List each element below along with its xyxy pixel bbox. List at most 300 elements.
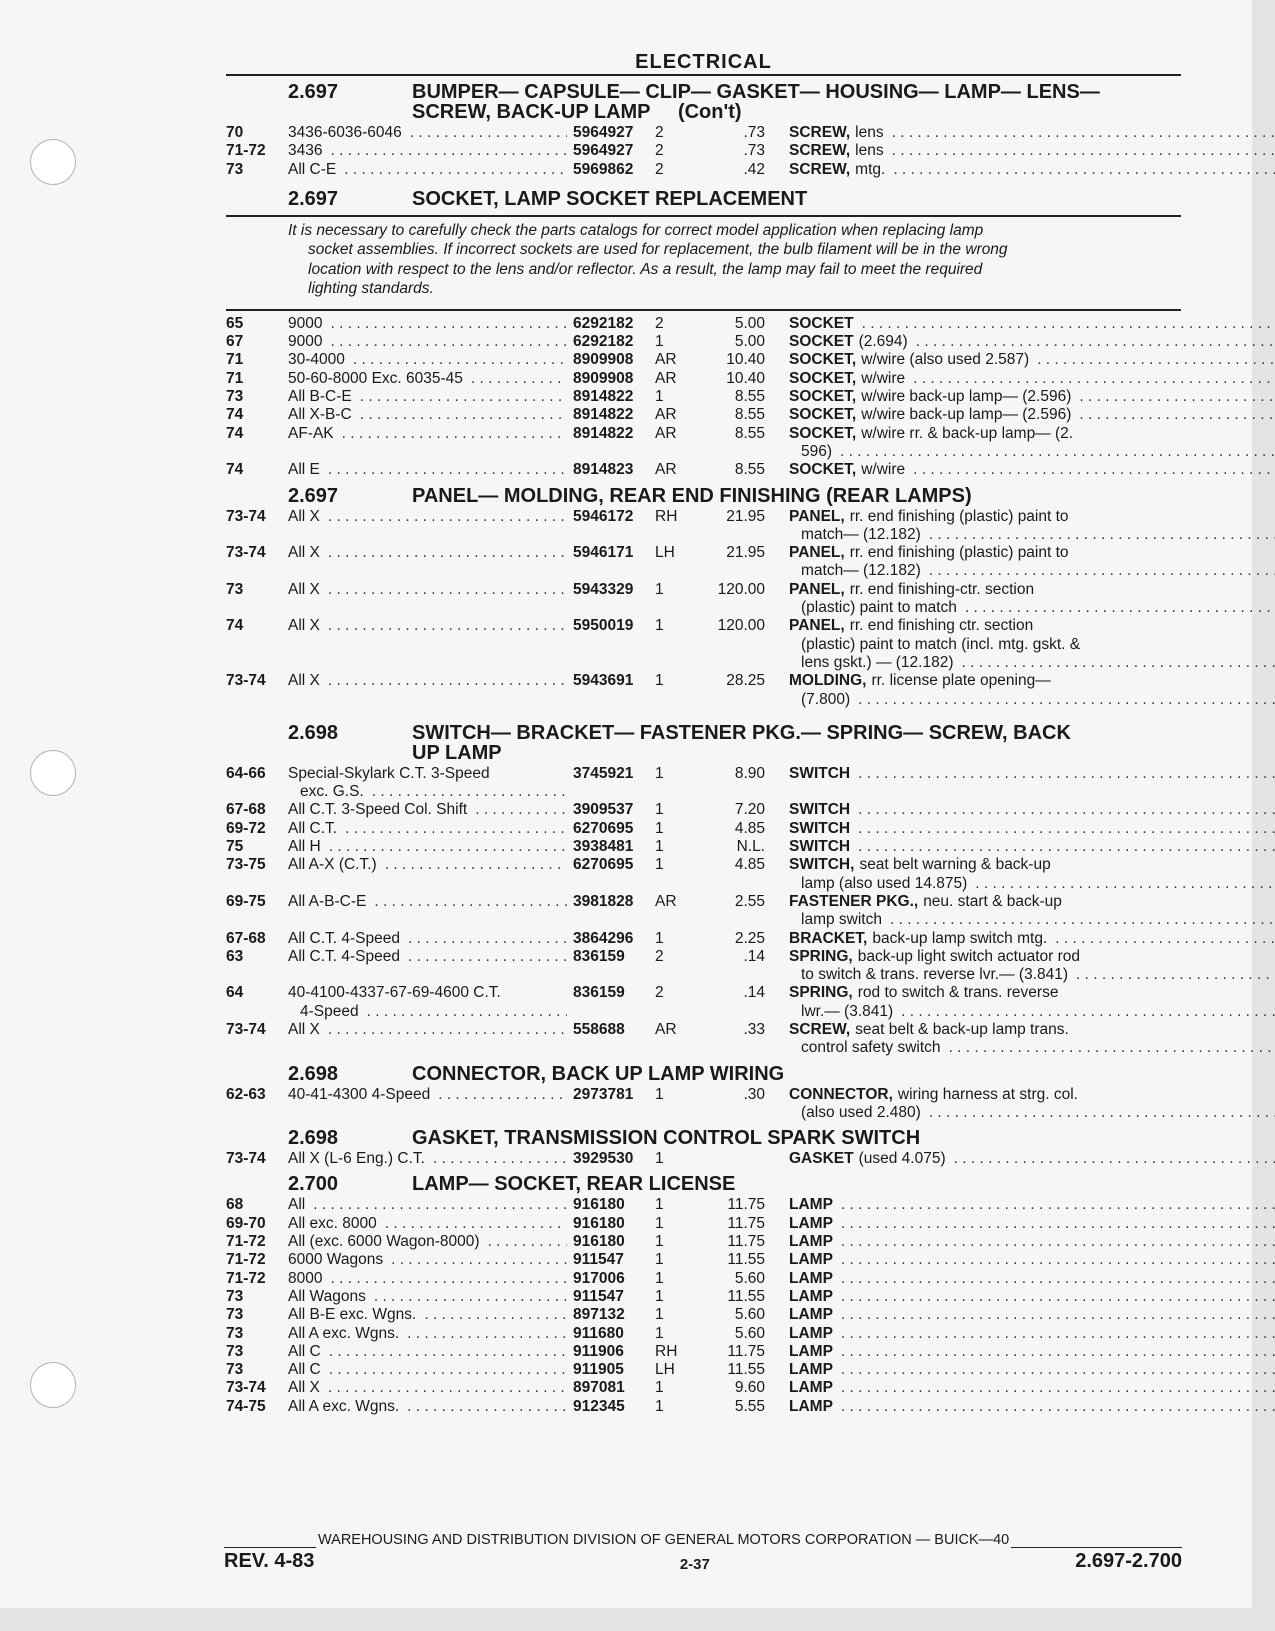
- part-number-cell: 3745921: [573, 764, 634, 782]
- description-cell: [789, 1288, 1275, 1306]
- model-cell: [288, 388, 573, 406]
- description-line: [789, 930, 1275, 948]
- quantity-cell: AR: [655, 406, 677, 424]
- table-row: [226, 1086, 1181, 1123]
- model-line: [288, 351, 573, 369]
- table-row: [226, 1379, 1181, 1397]
- price-cell: 4.85: [734, 856, 765, 874]
- model-line: [288, 1361, 573, 1379]
- year-cell: 63: [226, 947, 244, 965]
- quantity-cell: RH: [655, 507, 678, 525]
- description-line: [789, 1306, 1275, 1324]
- description-cell: [789, 508, 1275, 545]
- table-row: [226, 581, 1181, 618]
- description-line: [789, 1196, 1275, 1214]
- part-number-cell: 8914822: [573, 406, 634, 424]
- table-row: [226, 1361, 1181, 1379]
- quantity-cell: AR: [655, 1020, 677, 1038]
- table-row: [226, 388, 1181, 406]
- description-cell: [789, 838, 1275, 856]
- description-text: mtg.: [855, 160, 886, 178]
- model-text: 50-60-8000 Exc. 6035-45: [288, 369, 463, 387]
- description-line: [789, 893, 1275, 911]
- description-line: [789, 333, 1275, 351]
- description-text: wiring harness at strg. col.: [897, 1085, 1078, 1103]
- description-line: [789, 1379, 1275, 1397]
- part-name: PANEL,: [789, 617, 845, 635]
- part-name: SCREW,: [789, 160, 851, 178]
- leader-dots: [360, 388, 567, 406]
- year-cell: 71-72: [226, 1251, 266, 1269]
- leader-dots: [475, 801, 567, 819]
- model-line: [288, 820, 573, 838]
- quantity-cell: AR: [655, 424, 677, 442]
- price-cell: 11.55: [727, 1287, 765, 1305]
- table-row: [226, 1150, 1181, 1168]
- description-cell: [789, 425, 1275, 462]
- price-cell: 11.55: [727, 1361, 765, 1379]
- quantity-cell: 1: [655, 1397, 664, 1415]
- year-cell: 71-72: [226, 1269, 266, 1287]
- leader-dots: [858, 820, 1275, 838]
- model-line: [288, 544, 573, 562]
- model-text: All B-C-E: [288, 388, 352, 406]
- section-number: 2.698: [288, 1127, 339, 1150]
- part-number-cell: 2973781: [573, 1085, 634, 1103]
- description-text: w/wire back-up lamp— (2.596): [861, 406, 1072, 424]
- quantity-cell: 1: [655, 1214, 664, 1232]
- year-cell: 73-75: [226, 856, 266, 874]
- part-name: SOCKET,: [789, 388, 857, 406]
- model-text: All X: [288, 617, 320, 635]
- description-line: [789, 1039, 1275, 1057]
- table-row: [226, 351, 1181, 369]
- description-cell: [789, 765, 1275, 802]
- model-line: [288, 1343, 573, 1361]
- price-cell: 11.75: [727, 1214, 765, 1232]
- leader-dots: [954, 1150, 1275, 1168]
- description-text: 596): [801, 442, 833, 460]
- description-cell: [789, 461, 1275, 479]
- part-number-cell: 912345: [573, 1397, 625, 1415]
- leader-dots: [471, 370, 567, 388]
- year-cell: 71: [226, 369, 244, 387]
- model-cell: [288, 1021, 573, 1058]
- description-line: [789, 443, 1275, 461]
- model-cell: [288, 124, 573, 142]
- model-cell: [288, 820, 573, 838]
- price-cell: 11.75: [727, 1196, 765, 1214]
- leader-dots: [913, 370, 1275, 388]
- model-cell: [288, 984, 573, 1021]
- quantity-cell: 1: [655, 1085, 664, 1103]
- part-name: SPRING,: [789, 984, 853, 1002]
- model-text: 8000: [288, 1269, 323, 1287]
- year-cell: 73-74: [226, 1379, 266, 1397]
- model-text: exc. G.S.: [300, 783, 364, 801]
- price-cell: 8.55: [734, 424, 765, 442]
- model-cell: [288, 581, 573, 618]
- section-title-line: UP LAMP: [412, 741, 502, 764]
- part-name: PANEL,: [789, 507, 845, 525]
- description-line: [789, 124, 1275, 142]
- description-cell: [789, 370, 1275, 388]
- section-number: 2.697: [288, 484, 339, 507]
- leader-dots: [841, 1196, 1275, 1214]
- description-cell: [789, 893, 1275, 930]
- footer-division: WAREHOUSING AND DISTRIBUTION DIVISION OF GENERAL MOTORS CORPORATION — BUICK—40: [318, 1532, 1010, 1548]
- leader-dots: [929, 526, 1275, 544]
- model-cell: [288, 1306, 573, 1324]
- description-text: lamp (also used 14.875): [801, 874, 968, 892]
- year-cell: 73-74: [226, 1020, 266, 1038]
- table-row: [226, 838, 1181, 856]
- footer-range: 2.697-2.700: [1075, 1550, 1182, 1572]
- section-title-line: SCREW, BACK-UP LAMP (Con't): [412, 101, 742, 123]
- price-cell: N.L.: [736, 838, 765, 856]
- model-line: [288, 783, 573, 801]
- description-text: lens gskt.) — (12.182): [801, 653, 954, 671]
- description-text: lens: [855, 124, 884, 141]
- section-number: 2.697: [288, 81, 339, 103]
- model-text: 40-4100-4337-67-69-4600 C.T.: [288, 984, 501, 1002]
- price-cell: 5.55: [734, 1397, 765, 1415]
- description-cell: [789, 1233, 1275, 1251]
- description-cell: [789, 315, 1275, 333]
- quantity-cell: AR: [655, 351, 677, 369]
- model-text: 40-41-4300 4-Speed: [288, 1085, 431, 1103]
- description-line: [789, 581, 1275, 599]
- model-cell: [288, 801, 573, 819]
- model-text: All A exc. Wgns.: [288, 1397, 400, 1415]
- leader-dots: [372, 783, 567, 801]
- section-number: 2.697: [288, 187, 339, 210]
- model-line: [288, 672, 573, 690]
- price-cell: 4.85: [734, 819, 765, 837]
- model-cell: [288, 333, 573, 351]
- model-cell: [288, 425, 573, 462]
- description-text: (also used 2.480): [801, 1103, 921, 1121]
- parts-table: [226, 1196, 1181, 1416]
- leader-dots: [892, 142, 1275, 160]
- model-text: All X: [288, 1379, 320, 1397]
- description-cell: [789, 820, 1275, 838]
- part-name: LAMP: [789, 1214, 833, 1232]
- leader-dots: [329, 1361, 567, 1379]
- part-name: SCREW,: [789, 1020, 851, 1038]
- description-line: [789, 1021, 1275, 1039]
- leader-dots: [367, 1003, 567, 1021]
- model-line: [288, 1150, 573, 1168]
- model-line: [288, 161, 573, 179]
- price-cell: 21.95: [726, 507, 765, 525]
- leader-dots: [410, 124, 567, 142]
- part-number-cell: 897081: [573, 1379, 625, 1397]
- model-text: All C: [288, 1342, 321, 1360]
- year-cell: 68: [226, 1196, 244, 1214]
- year-cell: 67-68: [226, 929, 266, 947]
- model-line: [288, 765, 573, 783]
- quantity-cell: 2: [655, 142, 664, 160]
- model-cell: [288, 856, 573, 893]
- leader-dots: [342, 425, 567, 443]
- model-text: All Wagons: [288, 1287, 366, 1305]
- part-number-cell: 836159: [573, 984, 625, 1002]
- leader-dots: [841, 1361, 1275, 1379]
- model-text: All A-B-C-E: [288, 892, 367, 910]
- parts-table: [226, 765, 1181, 1058]
- leader-dots: [330, 142, 567, 160]
- model-cell: [288, 370, 573, 388]
- year-cell: 73-74: [226, 507, 266, 525]
- leader-dots: [407, 1398, 567, 1416]
- model-line: [288, 1003, 573, 1021]
- part-name: LAMP: [789, 1269, 833, 1287]
- description-text: rod to switch & trans. reverse: [857, 984, 1059, 1002]
- price-cell: 5.60: [734, 1269, 765, 1287]
- year-cell: 73-74: [226, 1150, 266, 1168]
- note-line: socket assemblies. If incorrect sockets are used for replacement, the bulb filament will be in the wrong: [308, 241, 1008, 259]
- section-title-line: SWITCH— BRACKET— FASTENER PKG.— SPRING— SCREW, BACK: [412, 721, 1071, 744]
- model-text: 9000: [288, 314, 323, 332]
- part-name: SWITCH: [789, 801, 851, 819]
- description-cell: [789, 333, 1275, 351]
- year-cell: 73: [226, 388, 244, 406]
- price-cell: 2.55: [734, 892, 765, 910]
- leader-dots: [841, 1343, 1275, 1361]
- section-header: [226, 1174, 1181, 1194]
- part-name: SPRING,: [789, 947, 853, 965]
- description-cell: [789, 1325, 1275, 1343]
- part-number-cell: 8914822: [573, 388, 634, 406]
- part-number-cell: 917006: [573, 1269, 625, 1287]
- quantity-cell: 1: [655, 617, 664, 635]
- model-text: All H: [288, 838, 321, 856]
- year-cell: 73: [226, 1306, 244, 1324]
- model-line: [288, 1270, 573, 1288]
- leader-dots: [862, 315, 1275, 333]
- model-line: [288, 984, 573, 1002]
- description-line: [789, 801, 1275, 819]
- quantity-cell: 1: [655, 388, 664, 406]
- part-number-cell: 3938481: [573, 838, 634, 856]
- year-cell: 74: [226, 461, 244, 479]
- model-line: [288, 124, 573, 142]
- footer-page-number: 2-37: [679, 1556, 710, 1573]
- description-line: [789, 820, 1275, 838]
- description-text: rr. end finishing (plastic) paint to: [849, 507, 1069, 525]
- price-cell: .33: [743, 1020, 765, 1038]
- price-cell: 2.25: [734, 929, 765, 947]
- description-cell: [789, 142, 1275, 160]
- leader-dots: [408, 930, 567, 948]
- year-cell: 74: [226, 424, 244, 442]
- year-cell: 67-68: [226, 801, 266, 819]
- binder-hole: [30, 750, 76, 796]
- part-name: SOCKET,: [789, 424, 857, 442]
- leader-dots: [890, 911, 1275, 929]
- table-rule: [226, 309, 1181, 311]
- leader-dots: [329, 1343, 567, 1361]
- table-row: [226, 1233, 1181, 1251]
- description-line: [789, 1398, 1275, 1416]
- leader-dots: [407, 1325, 567, 1343]
- quantity-cell: 1: [655, 1379, 664, 1397]
- part-name: PANEL,: [789, 544, 845, 562]
- quantity-cell: 1: [655, 764, 664, 782]
- leader-dots: [313, 1196, 567, 1214]
- leader-dots: [328, 508, 567, 526]
- model-cell: [288, 893, 573, 930]
- description-text: w/wire (also used 2.587): [861, 351, 1030, 369]
- model-line: [288, 948, 573, 966]
- description-text: neu. start & back-up: [923, 892, 1062, 910]
- model-line: [288, 581, 573, 599]
- table-row: [226, 333, 1181, 351]
- description-text: w/wire back-up lamp— (2.596): [861, 388, 1072, 406]
- part-name: SCREW,: [789, 124, 851, 141]
- price-cell: .30: [743, 1085, 765, 1103]
- part-name: SCREW,: [789, 142, 851, 160]
- description-text: (7.800): [801, 690, 851, 708]
- part-number-cell: 916180: [573, 1214, 625, 1232]
- quantity-cell: 2: [655, 947, 664, 965]
- page-title: ELECTRICAL: [635, 51, 772, 73]
- leader-dots: [360, 406, 567, 424]
- year-cell: 71: [226, 351, 244, 369]
- quantity-cell: AR: [655, 461, 677, 479]
- part-name: LAMP: [789, 1397, 833, 1415]
- year-cell: 73: [226, 580, 244, 598]
- table-row: [226, 820, 1181, 838]
- table-row: [226, 1215, 1181, 1233]
- description-line: [789, 1233, 1275, 1251]
- model-line: [288, 838, 573, 856]
- part-name: LAMP: [789, 1361, 833, 1379]
- table-row: [226, 142, 1181, 160]
- part-number-cell: 8909908: [573, 369, 634, 387]
- part-number-cell: 911547: [573, 1251, 624, 1269]
- model-cell: [288, 161, 573, 179]
- model-text: AF-AK: [288, 424, 334, 442]
- section-header: [226, 189, 1181, 209]
- part-number-cell: 8914823: [573, 461, 634, 479]
- part-number-cell: 6270695: [573, 819, 634, 837]
- description-cell: [789, 1361, 1275, 1379]
- description-cell: [789, 544, 1275, 581]
- leader-dots: [374, 893, 567, 911]
- description-text: rr. end finishing-ctr. section: [849, 580, 1035, 598]
- section-title: [412, 82, 1181, 122]
- model-cell: [288, 1086, 573, 1123]
- parts-table: [226, 124, 1181, 179]
- model-text: All C-E: [288, 160, 337, 178]
- description-cell: [789, 1306, 1275, 1324]
- description-line: [789, 911, 1275, 929]
- model-cell: [288, 838, 573, 856]
- model-text: All E: [288, 461, 320, 479]
- part-number-cell: 3909537: [573, 801, 634, 819]
- leader-dots: [328, 461, 567, 479]
- price-cell: 10.40: [726, 351, 765, 369]
- table-row: [226, 124, 1181, 142]
- part-name: PANEL,: [789, 580, 845, 598]
- description-text: match— (12.182): [801, 562, 921, 580]
- table-row: [226, 544, 1181, 581]
- description-line: [789, 1003, 1275, 1021]
- part-number-cell: 6270695: [573, 856, 634, 874]
- model-cell: [288, 617, 573, 672]
- part-number-cell: 5946172: [573, 507, 634, 525]
- year-cell: 65: [226, 314, 244, 332]
- model-text: All exc. 8000: [288, 1214, 377, 1232]
- part-number-cell: 836159: [573, 947, 625, 965]
- quantity-cell: 2: [655, 984, 664, 1002]
- leader-dots: [961, 654, 1275, 672]
- leader-dots: [841, 1270, 1275, 1288]
- binder-hole: [30, 139, 76, 185]
- year-cell: 73: [226, 1361, 244, 1379]
- part-number-cell: 3864296: [573, 929, 634, 947]
- leader-dots: [916, 333, 1275, 351]
- model-cell: [288, 1343, 573, 1361]
- model-text: All X: [288, 544, 320, 562]
- model-line: [288, 1398, 573, 1416]
- leader-dots: [841, 1398, 1275, 1416]
- year-cell: 71-72: [226, 142, 266, 160]
- year-cell: 73-74: [226, 544, 266, 562]
- year-cell: 64: [226, 984, 244, 1002]
- part-number-cell: 6292182: [573, 333, 634, 351]
- price-cell: 7.20: [734, 801, 765, 819]
- note-rule: [226, 215, 1181, 217]
- model-line: [288, 315, 573, 333]
- section-title: PANEL— MOLDING, REAR END FINISHING (REAR LAMPS): [412, 484, 972, 507]
- part-name: LAMP: [789, 1306, 833, 1324]
- table-row: [226, 984, 1181, 1021]
- description-text: (2.694): [858, 333, 908, 351]
- leader-dots: [858, 838, 1275, 856]
- model-line: [288, 801, 573, 819]
- table-row: [226, 672, 1181, 709]
- description-cell: [789, 856, 1275, 893]
- model-text: 9000: [288, 333, 323, 351]
- table-row: [226, 893, 1181, 930]
- leader-dots: [424, 1306, 567, 1324]
- leader-dots: [965, 599, 1275, 617]
- part-number-cell: 911680: [573, 1324, 624, 1342]
- model-cell: [288, 1215, 573, 1233]
- description-cell: [789, 1343, 1275, 1361]
- price-cell: 11.75: [727, 1342, 765, 1360]
- table-row: [226, 406, 1181, 424]
- model-text: All B-E exc. Wgns.: [288, 1306, 417, 1324]
- model-text: 6000 Wagons: [288, 1251, 384, 1269]
- model-line: [288, 1325, 573, 1343]
- quantity-cell: LH: [655, 1361, 675, 1379]
- model-cell: [288, 1270, 573, 1288]
- part-number-cell: 5964927: [573, 142, 634, 160]
- price-cell: 11.55: [727, 1251, 765, 1269]
- description-line: [789, 142, 1275, 160]
- model-cell: [288, 544, 573, 581]
- model-cell: [288, 1361, 573, 1379]
- leader-dots: [330, 315, 567, 333]
- description-text: rr. license plate opening—: [871, 672, 1051, 690]
- description-cell: [789, 617, 1275, 672]
- description-cell: [789, 801, 1275, 819]
- year-cell: 64-66: [226, 764, 266, 782]
